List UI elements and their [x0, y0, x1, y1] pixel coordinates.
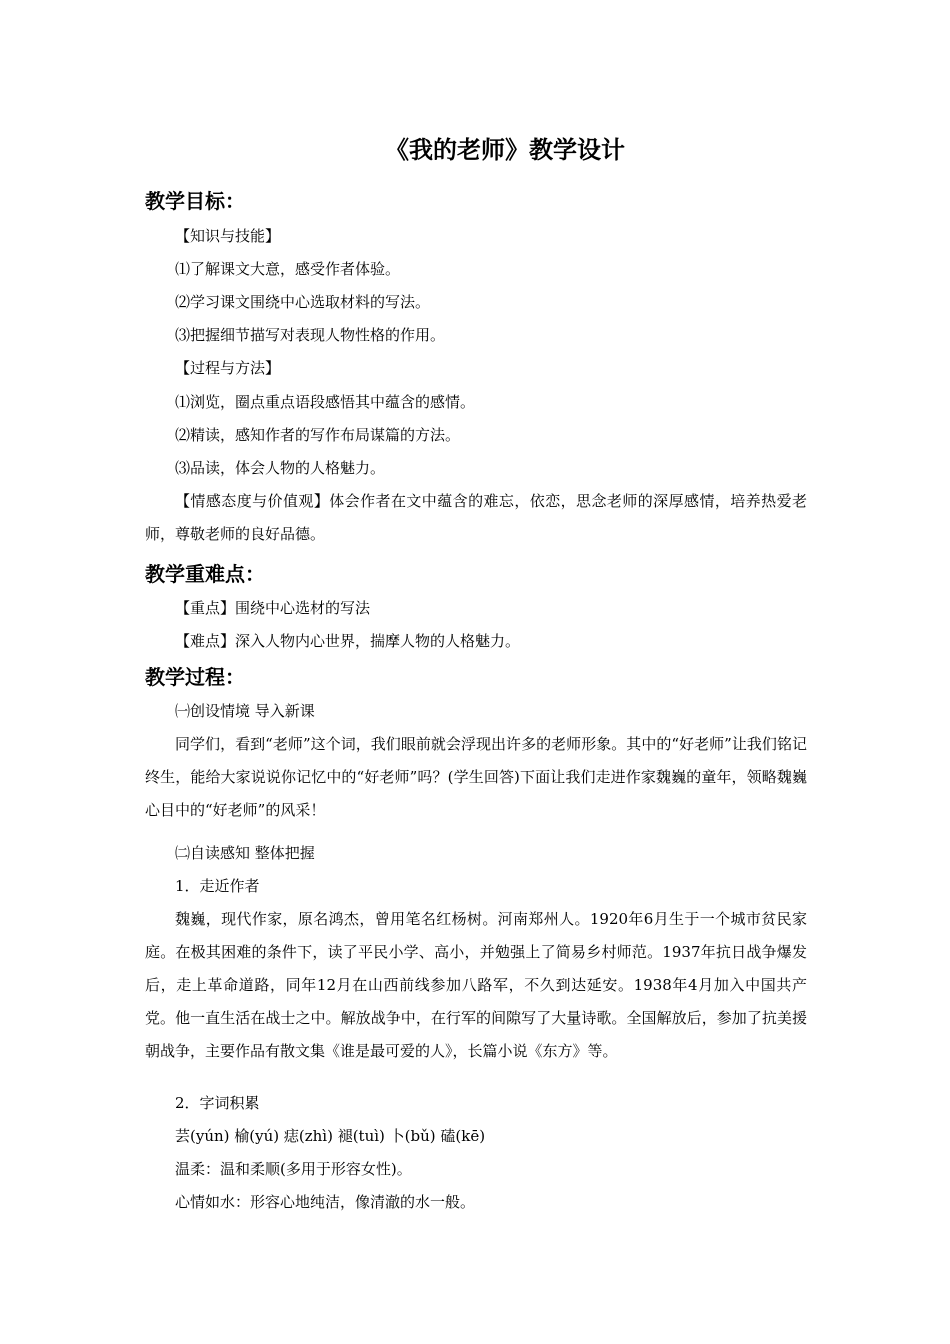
definition-wenrou: 温柔：温和柔顺(多用于形容女性)。: [175, 1160, 412, 1178]
knowledge-item-1: ⑴了解课文大意，感受作者体验。: [175, 260, 401, 278]
knowledge-item-3: ⑶把握细节描写对表现人物性格的作用。: [175, 326, 446, 344]
step1-paragraph: 同学们，看到“老师”这个词，我们眼前就会浮现出许多的老师形象。其中的“好老师”让我们铭记终生，能给大家说说你记忆中的“好老师”吗？(学生回答)下面让我们走进作家魏巍的童年，领略魏巍心目中的“好老师”的风采！: [145, 735, 807, 819]
process-label: 【过程与方法】: [175, 359, 281, 377]
author-paragraph: 魏巍，现代作家，原名鸿杰，曾用笔名红杨树。河南郑州人。1920年6月生于一个城市贫民家庭。在极其困难的条件下，读了平民小学、高小，并勉强上了简易乡村师范。1937年抗日战争爆发后，走上革命道路，同年12月在山西前线参加八路军，不久到达延安。1938年4月加入中国共产党。他一直生活在战士之中。解放战争中，在行军的间隙写了大量诗歌。全国解放后，参加了抗美援朝战争，主要作品有散文集《谁是最可爱的人》，长篇小说《东方》等。: [145, 910, 807, 1060]
step1-title: ㈠创设情境 导入新课: [175, 702, 315, 720]
author-section-title: 1．走近作者: [175, 877, 260, 895]
definition-xinqingrushui: 心情如水：形容心地纯洁，像清澈的水一般。: [175, 1193, 476, 1211]
process-item-2: ⑵精读，感知作者的写作布局谋篇的方法。: [175, 426, 461, 444]
emotion-paragraph: 【情感态度与价值观】体会作者在文中蕴含的难忘，依恋，思念老师的深厚感情，培养热爱老师，尊敬老师的良好品德。: [145, 492, 807, 543]
difficulty-point: 【难点】深入人物内心世界，揣摩人物的人格魅力。: [175, 632, 521, 650]
step2-title: ㈡自读感知 整体把握: [175, 844, 315, 862]
process-item-3: ⑶品读，体会人物的人格魅力。: [175, 459, 386, 477]
objectives-heading: 教学目标：: [145, 189, 245, 213]
vocab-section-title: 2．字词积累: [175, 1094, 260, 1112]
knowledge-label: 【知识与技能】: [175, 227, 281, 245]
process-item-1: ⑴浏览，圈点重点语段感悟其中蕴含的感情。: [175, 393, 476, 411]
focus-point: 【重点】围绕中心选材的写法: [175, 599, 371, 617]
knowledge-item-2: ⑵学习课文围绕中心选取材料的写法。: [175, 293, 431, 311]
process-heading: 教学过程：: [145, 665, 245, 689]
document-title: 《我的老师》教学设计: [385, 136, 625, 164]
key-points-heading: 教学重难点：: [145, 562, 265, 586]
vocab-pinyin-line: 芸(yún) 榆(yú) 痣(zhì) 褪(tuì) 卜(bǔ) 磕(kē): [175, 1127, 486, 1145]
